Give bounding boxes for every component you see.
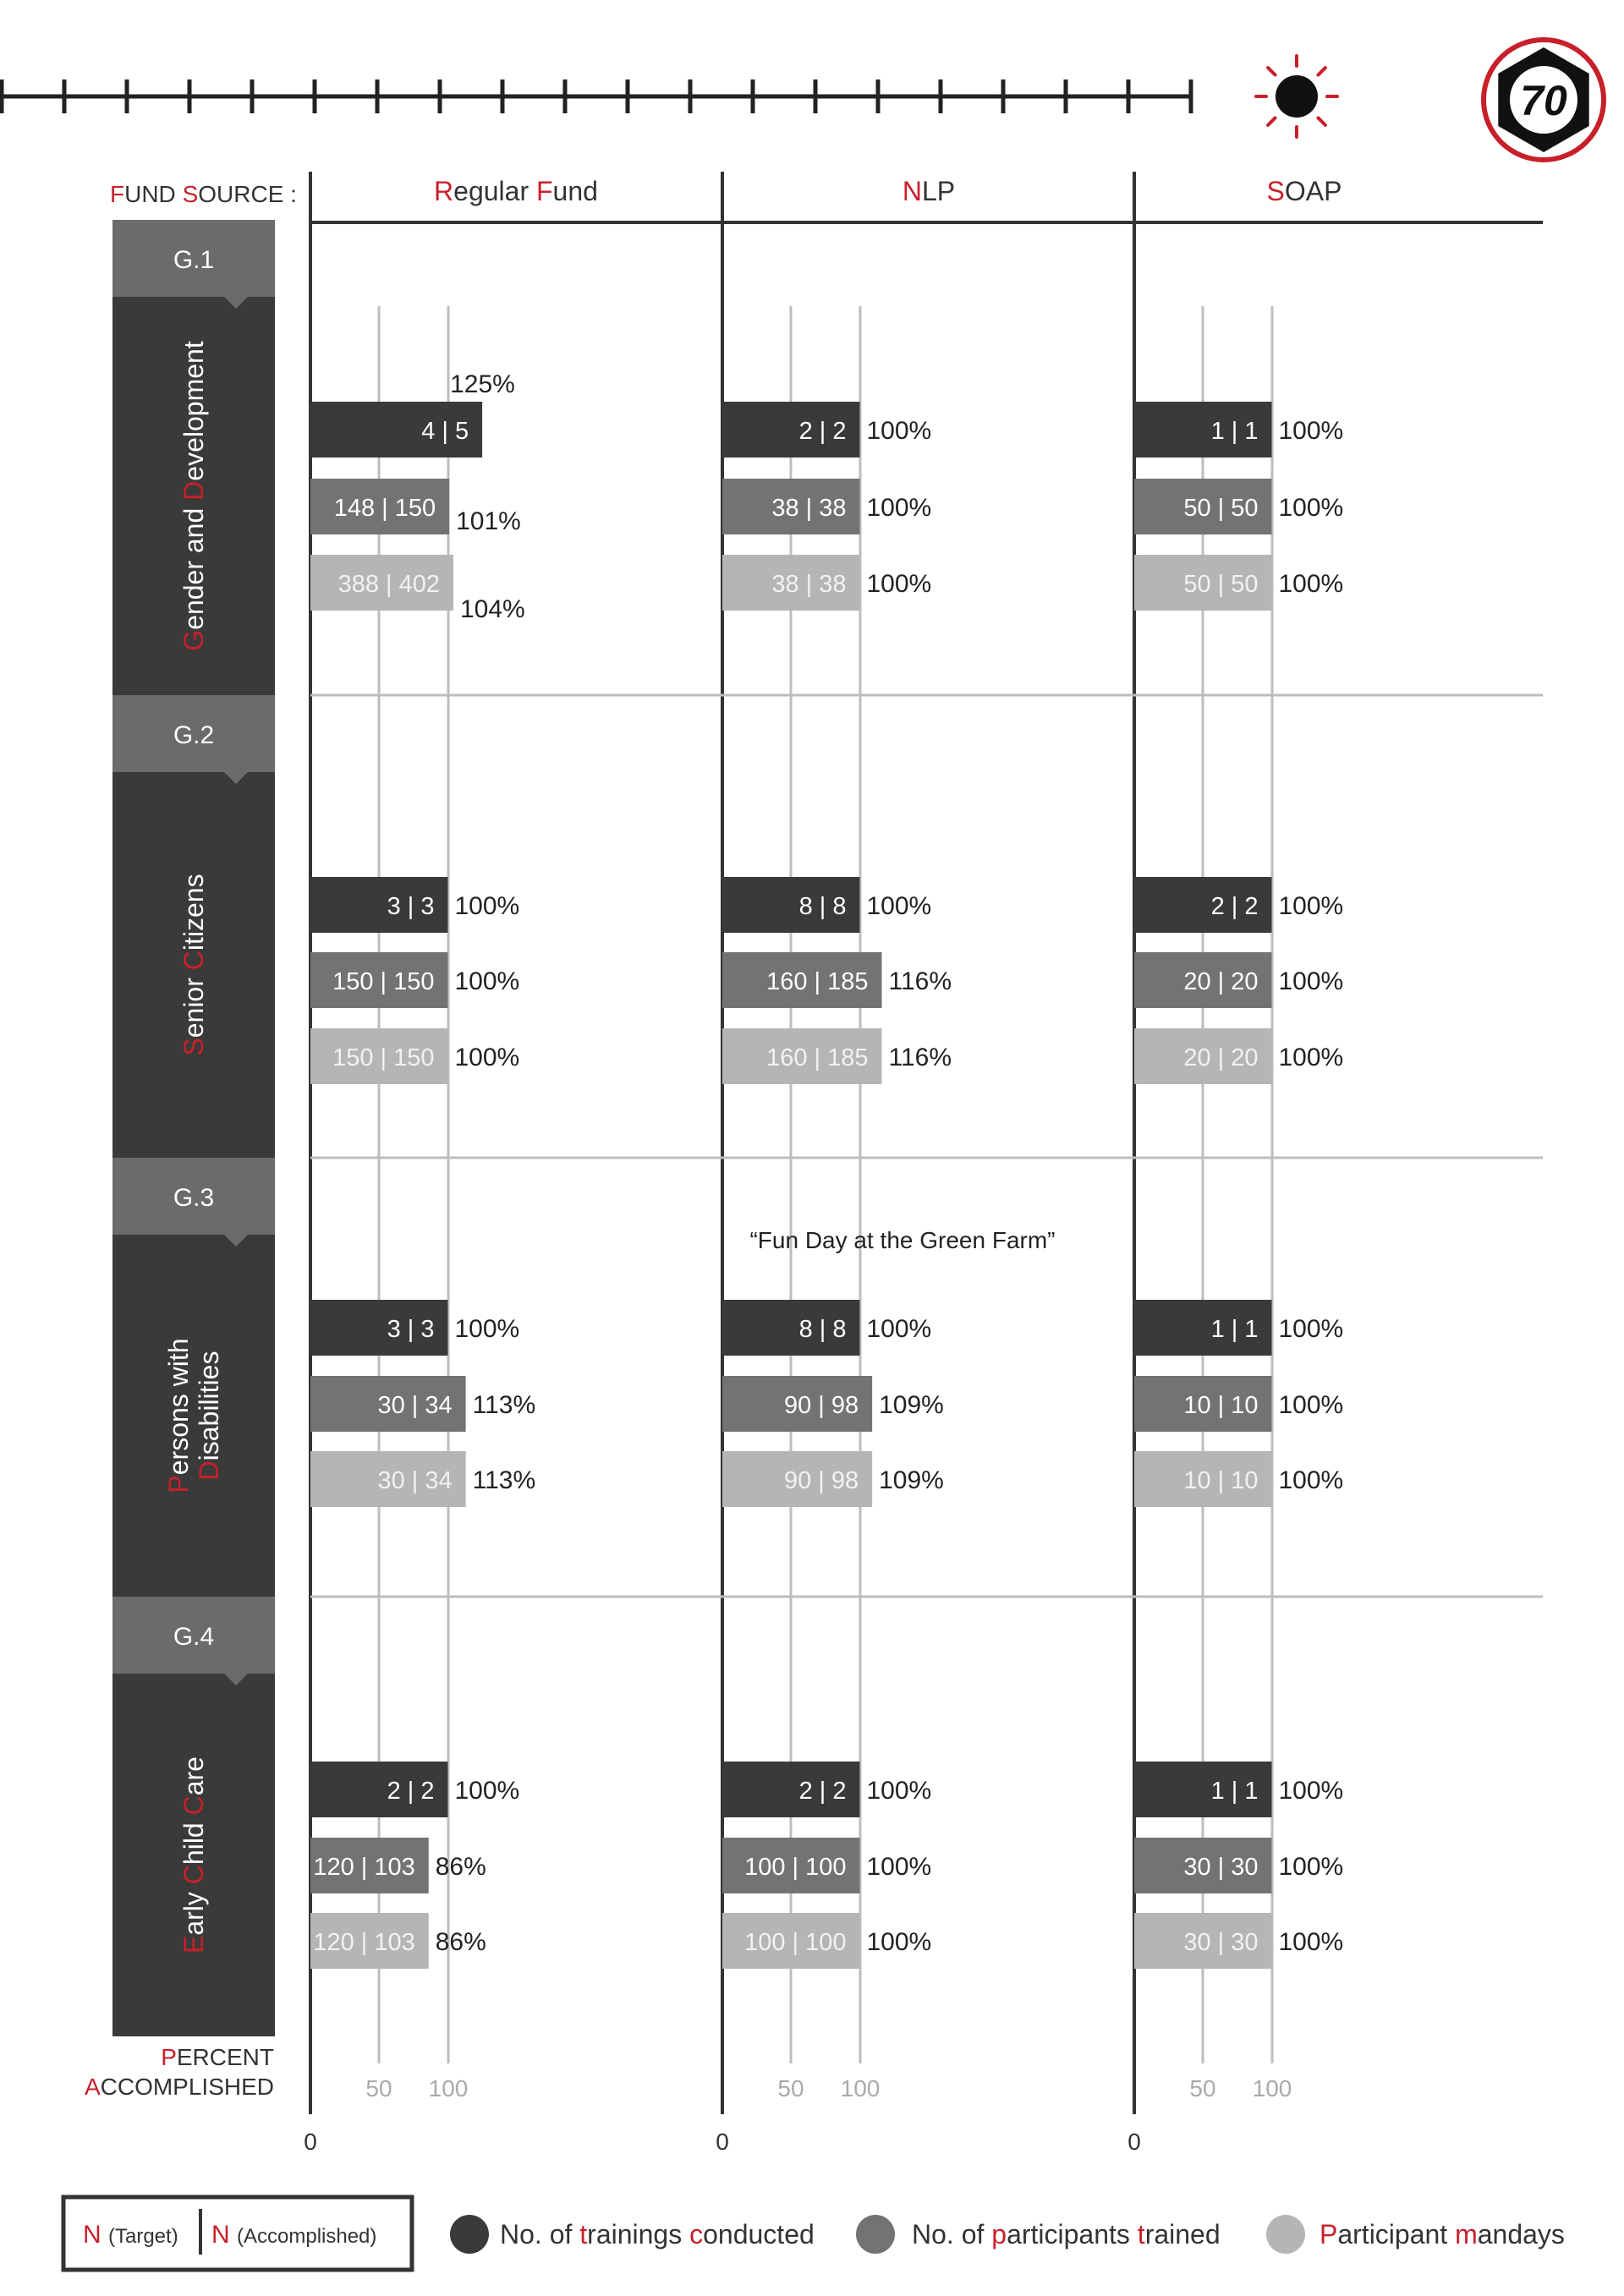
bar-value-label: 120 | 103 <box>313 1929 415 1956</box>
axis-title-line-2: ACCOMPLISHED <box>84 2074 274 2100</box>
bar-percent-label: 100% <box>1278 1928 1344 1956</box>
legend-label: No. of participants trained <box>912 2219 1221 2249</box>
bar-percent-label: 100% <box>454 967 520 995</box>
bar-value-label: 120 | 103 <box>313 1854 415 1881</box>
bar-value-label: 100 | 100 <box>744 1854 847 1881</box>
bar-percent-label: 113% <box>472 1391 536 1419</box>
bar-percent-label: 86% <box>435 1928 486 1956</box>
legend-swatch <box>1266 2215 1305 2254</box>
group-code: G.3 <box>173 1184 215 1212</box>
group-code: G.2 <box>173 721 215 749</box>
logo-text: 70 <box>1520 77 1567 124</box>
group-name: Senior Citizens <box>178 874 209 1056</box>
bar-value-label: 3 | 3 <box>387 1316 435 1343</box>
axis-zero-label: 0 <box>716 2129 729 2155</box>
legend-key-box <box>63 2197 412 2270</box>
group-name: Early Child Care <box>178 1756 209 1954</box>
bar-percent-label: 100% <box>1278 1466 1344 1494</box>
logo-icon <box>1484 40 1604 160</box>
bar-value-label: 8 | 8 <box>798 893 847 920</box>
group-label-G.4 <box>112 1597 275 2036</box>
bar-value-label: 3 | 3 <box>387 893 435 920</box>
bar-percent-label: 100% <box>1278 1853 1344 1881</box>
bar-percent-label: 100% <box>866 1928 932 1956</box>
bar-percent-label: 100% <box>1278 967 1344 995</box>
legend-label: No. of trainings conducted <box>500 2219 815 2249</box>
bar-value-label: 20 | 20 <box>1183 1044 1259 1071</box>
bar-percent-label: 100% <box>454 1777 520 1805</box>
axis-zero-label: 0 <box>304 2129 317 2155</box>
bar-percent-label: 113% <box>472 1466 536 1494</box>
bar-value-label: 8 | 8 <box>798 1316 847 1343</box>
bar-value-label: 90 | 98 <box>783 1392 859 1419</box>
bar-percent-label: 100% <box>454 1044 520 1071</box>
axis-tick-label: 50 <box>365 2075 392 2101</box>
bar-value-label: 2 | 2 <box>798 418 847 445</box>
bar-value-label: 30 | 34 <box>377 1392 453 1419</box>
bar-percent-label: 100% <box>454 1315 520 1343</box>
bar-value-label: 10 | 10 <box>1183 1467 1259 1494</box>
bar-percent-label: 100% <box>1278 570 1344 598</box>
bar-value-label: 2 | 2 <box>387 1778 435 1805</box>
axis-tick-label: 100 <box>1252 2075 1292 2101</box>
bar-percent-label: 104% <box>460 595 525 623</box>
fund-header-0: Regular Fund <box>434 176 598 206</box>
axis-tick-label: 100 <box>840 2075 881 2101</box>
legend-item-2 <box>1266 2215 1565 2254</box>
bar-value-label: 38 | 38 <box>771 571 847 598</box>
bar-percent-label: 100% <box>1278 1391 1344 1419</box>
group-code: G.1 <box>173 246 215 274</box>
bar-value-label: 90 | 98 <box>783 1467 859 1494</box>
bar-percent-label: 109% <box>879 1391 944 1419</box>
bar-percent-label: 100% <box>1278 1044 1344 1071</box>
axis-tick-label: 50 <box>1189 2075 1216 2101</box>
axis-title-line-1: PERCENT <box>161 2044 274 2070</box>
bar-percent-label: 100% <box>866 1315 932 1343</box>
legend-key-text: N (Target) <box>83 2221 178 2249</box>
bar-percent-label: 100% <box>866 892 932 920</box>
bar-percent-label: 101% <box>456 507 521 535</box>
group-code: G.4 <box>173 1623 215 1651</box>
legend-swatch <box>856 2215 895 2254</box>
fund-header-2: SOAP <box>1266 176 1342 206</box>
bar-percent-label: 116% <box>888 1044 952 1071</box>
bar-value-label: 1 | 1 <box>1210 418 1259 445</box>
bar-value-label: 1 | 1 <box>1210 1316 1259 1343</box>
bar-value-label: 150 | 150 <box>332 968 435 995</box>
group-label-G.3 <box>112 1158 275 1597</box>
legend-key-text-2: N (Accomplished) <box>211 2221 377 2249</box>
legend-swatch <box>450 2215 489 2254</box>
fund-source-label: FUND SOURCE : <box>110 181 297 207</box>
legend-item-1 <box>856 2215 1221 2254</box>
group-label-G.1 <box>112 220 275 695</box>
fund-header-1: NLP <box>902 176 956 206</box>
bar-value-label: 38 | 38 <box>771 495 847 522</box>
bar-value-label: 388 | 402 <box>337 571 440 598</box>
bar-value-label: 20 | 20 <box>1183 968 1259 995</box>
bar-percent-label: 100% <box>454 892 520 920</box>
bar-percent-label: 125% <box>450 370 515 398</box>
bar-value-label: 50 | 50 <box>1183 571 1259 598</box>
bar-value-label: 30 | 30 <box>1183 1929 1259 1956</box>
bar-percent-label: 100% <box>1278 417 1344 445</box>
bar-percent-label: 100% <box>1278 494 1344 522</box>
group-label-G.2 <box>112 695 275 1158</box>
annotation: “Fun Day at the Green Farm” <box>749 1227 1056 1253</box>
bar-percent-label: 100% <box>1278 1315 1344 1343</box>
bar-value-label: 2 | 2 <box>1210 893 1259 920</box>
bar-percent-label: 100% <box>866 494 932 522</box>
bar-value-label: 4 | 5 <box>421 418 469 445</box>
bar-value-label: 160 | 185 <box>766 968 869 995</box>
bar-value-label: 30 | 34 <box>377 1467 453 1494</box>
legend-item-0 <box>450 2215 815 2254</box>
bar-value-label: 10 | 10 <box>1183 1392 1259 1419</box>
sun-icon <box>1256 56 1337 137</box>
bar-value-label: 30 | 30 <box>1183 1854 1259 1881</box>
bar-value-label: 100 | 100 <box>744 1929 847 1956</box>
bar-value-label: 50 | 50 <box>1183 495 1259 522</box>
bar-percent-label: 86% <box>435 1853 486 1881</box>
axis-tick-label: 100 <box>428 2075 469 2101</box>
timeline-ruler <box>0 79 1191 113</box>
axis-zero-label: 0 <box>1127 2129 1141 2155</box>
bar-percent-label: 116% <box>888 967 952 995</box>
bar-percent-label: 100% <box>866 570 932 598</box>
legend-label: Participant mandays <box>1320 2219 1565 2249</box>
bar-percent-label: 109% <box>879 1466 944 1494</box>
bar-value-label: 1 | 1 <box>1210 1778 1259 1805</box>
bar-percent-label: 100% <box>866 417 932 445</box>
bar-percent-label: 100% <box>866 1853 932 1881</box>
bar-value-label: 150 | 150 <box>332 1044 435 1071</box>
bar-value-label: 160 | 185 <box>766 1044 869 1071</box>
group-name: Persons with <box>163 1338 194 1493</box>
bar-value-label: 2 | 2 <box>798 1778 847 1805</box>
bar-percent-label: 100% <box>1278 892 1344 920</box>
group-name: Gender and Development <box>178 341 209 651</box>
group-name: Disabilities <box>194 1351 224 1481</box>
bar-percent-label: 100% <box>866 1777 932 1805</box>
axis-tick-label: 50 <box>777 2075 804 2101</box>
bar-value-label: 148 | 150 <box>333 495 436 522</box>
bar-percent-label: 100% <box>1278 1777 1344 1805</box>
